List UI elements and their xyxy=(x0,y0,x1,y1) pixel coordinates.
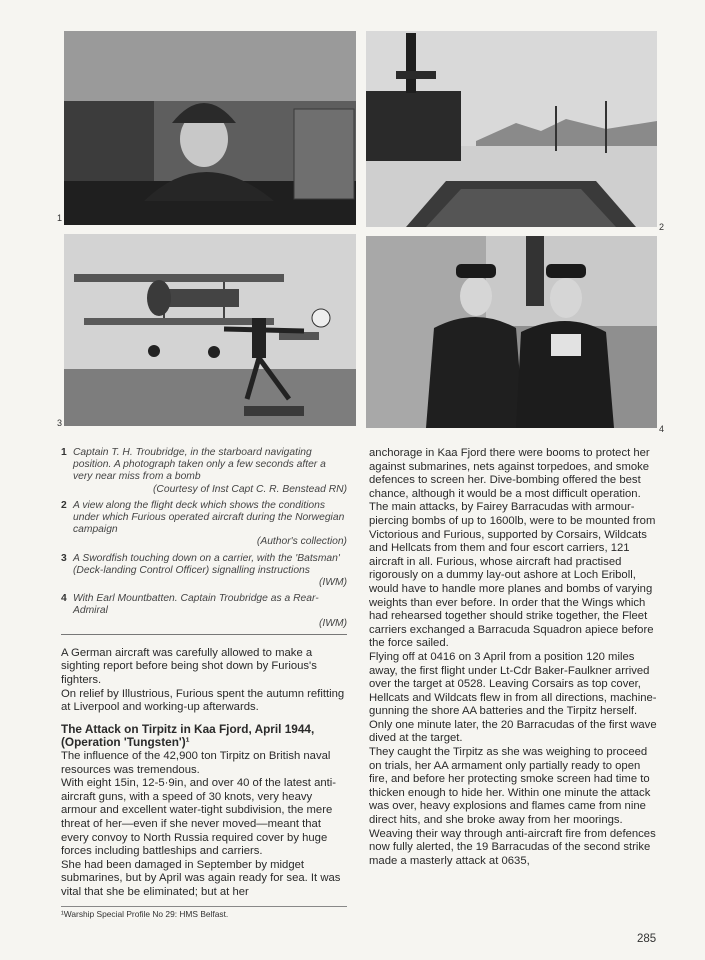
photo-3-swordfish-landing xyxy=(64,234,356,426)
body-paragraph: She had been damaged in September by midget submarines, but by April was again ready for sea. It was vital that she be eliminated; but at her xyxy=(61,858,341,898)
body-paragraph: The main attacks, by Fairey Barracudas with armour-piercing bombs of up to 1600lb, were to be mounted from Victorious and Furious, supported by Corsairs, Wildcats and Hellcats from them and four escort carriers, 121 aircraft in all. Furious, whose aircraft had practised rigorously on a dummy lay-out ashore at Loch Eriboll, would have to handle more planes and bombs of varying weights than ever before. In order that the Wings which had rehearsed together should strike together, the Fleet carriers exchanged a Barracuda Squadron apiece before the force sailed. xyxy=(369,501,656,650)
caption-credit: (IWM) xyxy=(318,577,347,589)
caption-credit: (Courtesy of Inst Capt C. R. Benstead RN) xyxy=(153,483,347,495)
caption-number: 4 xyxy=(61,593,67,605)
caption-credit: (Author's collection) xyxy=(256,536,347,548)
figure-number-2: 2 xyxy=(659,222,665,232)
photo-1-captain-troubridge xyxy=(64,31,356,225)
body-paragraph: With eight 15in, 12-5·9in, and over 40 of the latest anti-aircraft guns, with a speed of 30 knots, very heavy armour and excellent water-tight subdivision, the mere threat of her—even if she never moved—meant that every convoy to North Russia required cover by huge forces including battleships and carriers. xyxy=(61,777,337,858)
body-paragraph: They caught the Tirpitz as she was weighing to proceed on trials, her AA armament only partially ready to open fire, and before her protecting smoke screen had time to thicken enough to hide her. Within one minute the attack was over, heavy explosions and flames came from nine direct hits, and she broke away from her moorings. xyxy=(369,746,651,827)
body-paragraph: Weaving their way through anti-aircraft fire from defences now fully alerted, the 19 Barracudas of the second strike made a masterly attack at 0635, xyxy=(369,827,656,867)
caption-4 xyxy=(61,593,347,630)
photo-2-flight-deck xyxy=(366,31,657,227)
section-heading: The Attack on Tirpitz in Kaa Fjord, April 1944, (Operation 'Tungsten')¹ xyxy=(61,721,315,750)
body-paragraph: The influence of the 42,900 ton Tirpitz on British naval resources was tremendous. xyxy=(61,750,331,776)
caption-number: 2 xyxy=(61,499,67,511)
body-paragraph: On relief by Illustrious, Furious spent the autumn refitting at Liverpool and working-up afterwards. xyxy=(61,687,345,714)
footnote-rule xyxy=(61,906,347,907)
body-paragraph: A German aircraft was carefully allowed to make a sighting report before being shot down by Furious's fighters. xyxy=(61,646,317,687)
caption-1 xyxy=(61,447,347,496)
caption-text: A view along the flight deck which shows the conditions under which Furious operated aircraft during the Norwegian campaign xyxy=(73,499,345,536)
caption-number: 3 xyxy=(61,552,67,564)
caption-text: With Earl Mountbatten. Captain Troubridge as a Rear-Admiral xyxy=(73,593,319,617)
caption-credit: (IWM) xyxy=(318,617,347,629)
caption-text: Captain T. H. Troubridge, in the starboard navigating position. A photograph taken only a few seconds after a very near miss from a bomb xyxy=(73,447,326,483)
caption-3 xyxy=(61,553,347,590)
body-paragraph: anchorage in Kaa Fjord there were booms to protect her against submarines, nets against torpedoes, and smoke defences to screen her. Dive-bombing offered the best chance, although it would be a most difficult operation. xyxy=(369,447,650,500)
right-column xyxy=(369,447,658,868)
body-paragraph: Flying off at 0416 on 3 April from a position 120 miles away, the first flight under Lt-Cdr Baker-Faulkner arrived over the target at 0528. Leaving Corsairs as top cover, Hellcats and Wildcats flew in from all directions, machine-gunning the shore AA batteries and the Tirpitz herself. Only one minute later, the 20 Barracudas of the first wave dived at the target. xyxy=(369,650,657,745)
photo-4-mountbatten-troubridge xyxy=(366,236,657,428)
figure-number-1: 1 xyxy=(57,213,63,223)
caption-number: 1 xyxy=(61,447,67,458)
caption-2 xyxy=(61,500,347,549)
left-column xyxy=(61,447,347,900)
figure-number-3: 3 xyxy=(57,418,63,428)
footnote: ¹Warship Special Profile No 29: HMS Belfast. xyxy=(61,909,229,919)
figure-number-4: 4 xyxy=(659,424,665,434)
caption-text: A Swordfish touching down on a carrier, with the 'Batsman' (Deck-landing Control Officer) signalling instructions xyxy=(73,552,340,576)
page-number: 285 xyxy=(637,933,657,945)
